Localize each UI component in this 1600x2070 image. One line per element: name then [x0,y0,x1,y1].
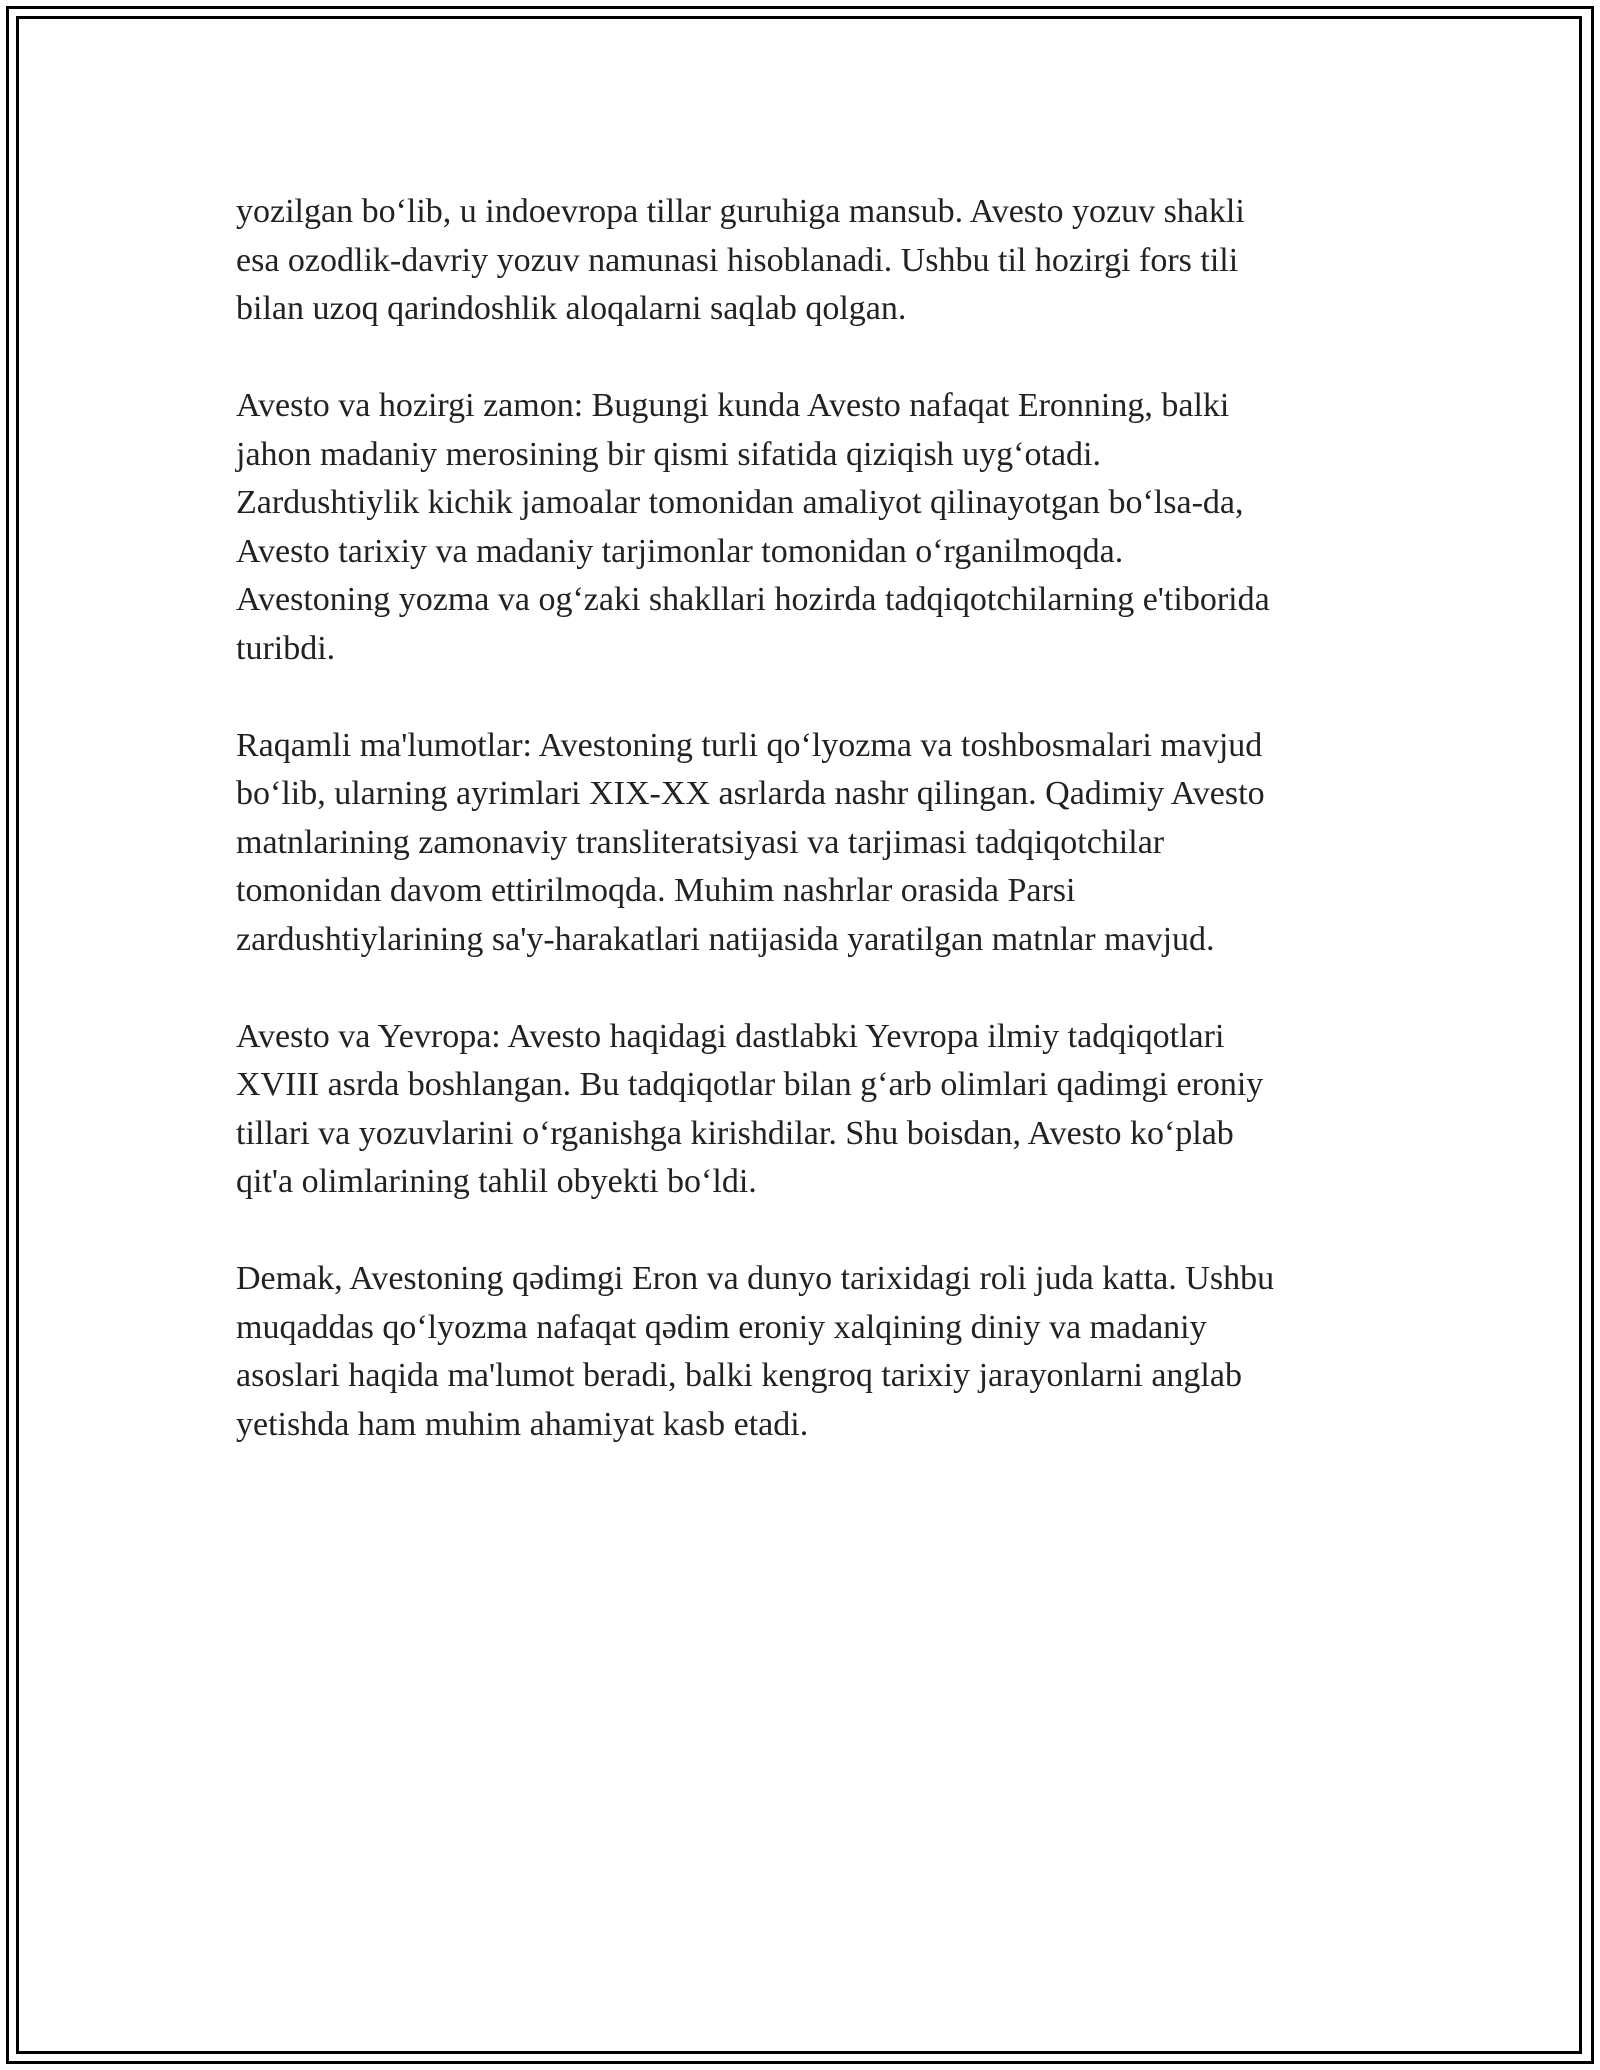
text-line: Avestoning yozma va og‘zaki shakllari hozirda tadqiqotchilarning e'tiborida [236,581,1270,618]
text-line: bilan uzoq qarindoshlik aloqalarni saqlab qolgan. [236,290,907,327]
text-line: esa ozodlik-davriy yozuv namunasi hisoblanadi. Ushbu til hozirgi fors tili [236,241,1239,279]
text-line: Raqamli ma'lumotlar: Avestoning turli qo‘lyozma va toshbosmalari mavjud [236,726,1263,764]
text-line: Zardushtiylik kichik jamoalar tomonidan amaliyot qilinayotgan bo‘lsa-da, [236,484,1244,521]
paragraph-europe [236,1013,1366,1207]
text-line: Demak, Avestoning qədimgi Eron va dunyo tarixidagi roli juda katta. Ushbu [236,1260,1275,1297]
text-line: Avesto tarixiy va madaniy tarjimonlar tomonidan o‘rganilmoqda. [236,532,1124,570]
paragraph-digital-data [236,722,1366,965]
text-line: yetishda ham muhim ahamiyat kasb etadi. [236,1405,809,1443]
text-line: qit'a olimlarining tahlil obyekti bo‘ldi. [236,1163,757,1200]
text-line: Avesto va hozirgi zamon: Bugungi kunda Avesto nafaqat Eronning, balki [236,387,1230,424]
text-line: yozilgan bo‘lib, u indoevropa tillar guruhiga mansub. Avesto yozuv shakli [236,193,1245,230]
text-line: zardushtiylarining sa'y-harakatlari natijasida yaratilgan matnlar mavjud. [236,920,1215,958]
text-line: Avesto va Yevropa: Avesto haqidagi dastlabki Yevropa ilmiy tadqiqotlari [236,1017,1225,1055]
text-line: XVIII asrda boshlangan. Bu tadqiqotlar bilan g‘arb olimlari qadimgi eroniy [236,1066,1264,1103]
text-line: asoslari haqida ma'lumot beradi, balki kengroq tarixiy jarayonlarni anglab [236,1357,1242,1394]
document-body [236,188,1366,1498]
text-line: tomonidan davom ettirilmoqda. Muhim nashrlar orasida Parsi [236,872,1076,909]
text-line: turibdi. [236,629,336,667]
paragraph-conclusion [236,1255,1366,1449]
text-line: muqaddas qo‘lyozma nafaqat qədim eroniy xalqining diniy va madaniy [236,1308,1207,1346]
text-line: jahon madaniy merosining bir qismi sifatida qiziqish uyg‘otadi. [236,435,1101,473]
text-line: matnlarining zamonaviy transliteratsiyasi va tarjimasi tadqiqotchilar [236,823,1165,861]
paragraph-modern-times [236,382,1366,673]
text-line: bo‘lib, ularning ayrimlari XIX-XX asrlarda nashr qilingan. Qadimiy Avesto [236,775,1265,812]
paragraph-language [236,188,1366,334]
text-line: tillari va yozuvlarini o‘rganishga kirishdilar. Shu boisdan, Avesto ko‘plab [236,1114,1234,1152]
